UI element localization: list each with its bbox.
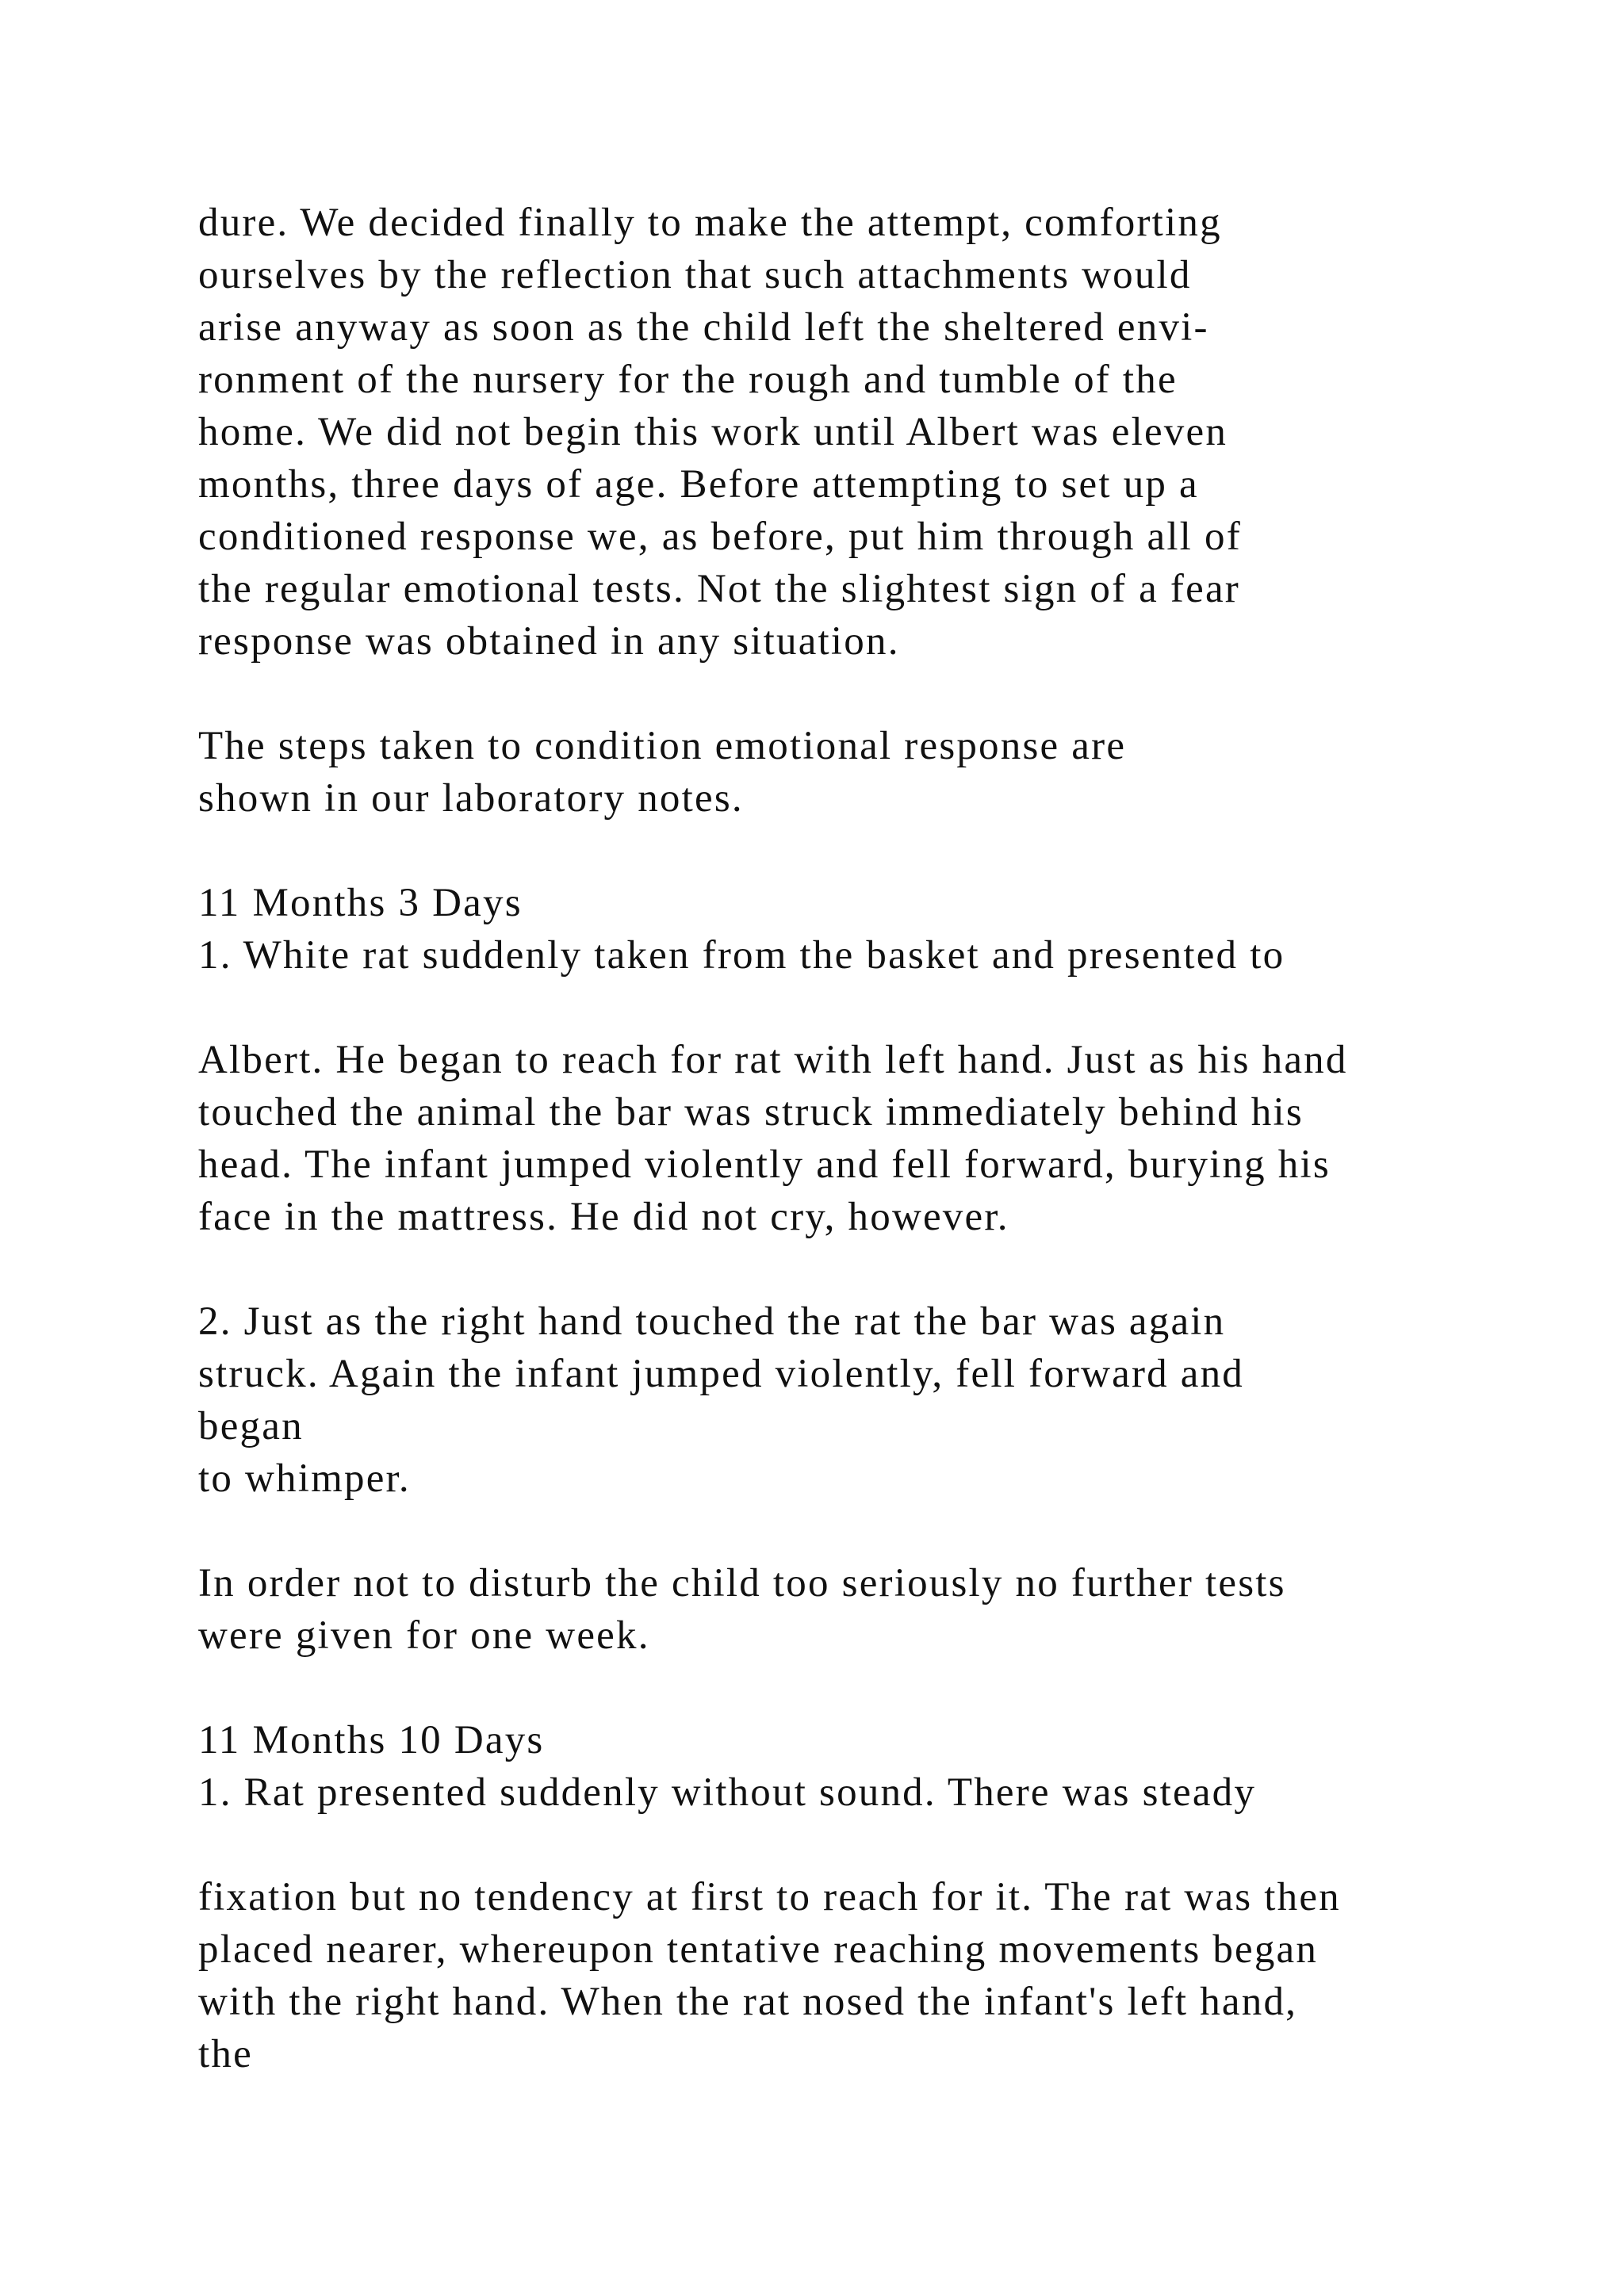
blank-line (198, 1819, 1562, 1871)
text-line: 2. Just as the right hand touched the rat the bar was again (198, 1299, 1226, 1344)
text-line: arise anyway as soon as the child left the sheltered envi- (198, 305, 1209, 350)
text-line: shown in our laboratory notes. (198, 776, 744, 821)
text-line: In order not to disturb the child too seriously no further tests (198, 1561, 1286, 1605)
text-line: were given for one week. (198, 1613, 650, 1658)
blank-line (198, 1505, 1562, 1557)
blank-line (198, 668, 1562, 720)
blank-line (198, 1662, 1562, 1714)
text-line: touched the animal the bar was struck immediately behind his (198, 1090, 1304, 1135)
document-text-body (198, 197, 1562, 2080)
text-line: ourselves by the reflection that such attachments would (198, 253, 1192, 297)
text-line: months, three days of age. Before attempting to set up a (198, 462, 1199, 507)
text-line: dure. We decided finally to make the attempt, comforting (198, 201, 1222, 245)
text-line: The steps taken to condition emotional response are (198, 724, 1127, 768)
text-line: 1. Rat presented suddenly without sound. There was steady (198, 1770, 1257, 1815)
text-line: head. The infant jumped violently and fell forward, burying his (198, 1142, 1331, 1187)
text-line: 1. White rat suddenly taken from the basket and presented to (198, 933, 1285, 978)
text-line: fixation but no tendency at first to reach for it. The rat was then (198, 1875, 1341, 1919)
text-line: conditioned response we, as before, put him through all of (198, 515, 1242, 559)
text-line: face in the mattress. He did not cry, however. (198, 1195, 1009, 1239)
blank-line (198, 825, 1562, 877)
text-line: to whimper. (198, 1456, 411, 1501)
section-heading: 11 Months 10 Days (198, 1718, 545, 1762)
text-line: Albert. He began to reach for rat with left hand. Just as his hand (198, 1038, 1348, 1082)
text-line: began (198, 1404, 304, 1448)
text-line: ronment of the nursery for the rough and tumble of the (198, 358, 1178, 402)
section-heading: 11 Months 3 Days (198, 881, 523, 925)
text-line: home. We did not begin this work until Albert was eleven (198, 410, 1228, 454)
text-line: struck. Again the infant jumped violently, fell forward and (198, 1352, 1245, 1396)
text-line: response was obtained in any situation. (198, 619, 900, 664)
text-line: placed nearer, whereupon tentative reaching movements began (198, 1927, 1319, 1972)
text-line: with the right hand. When the rat nosed the infant's left hand, (198, 1980, 1298, 2024)
blank-line (198, 982, 1562, 1034)
text-line: the regular emotional tests. Not the slightest sign of a fear (198, 567, 1240, 611)
blank-line (198, 1243, 1562, 1295)
text-line: the (198, 2032, 253, 2076)
